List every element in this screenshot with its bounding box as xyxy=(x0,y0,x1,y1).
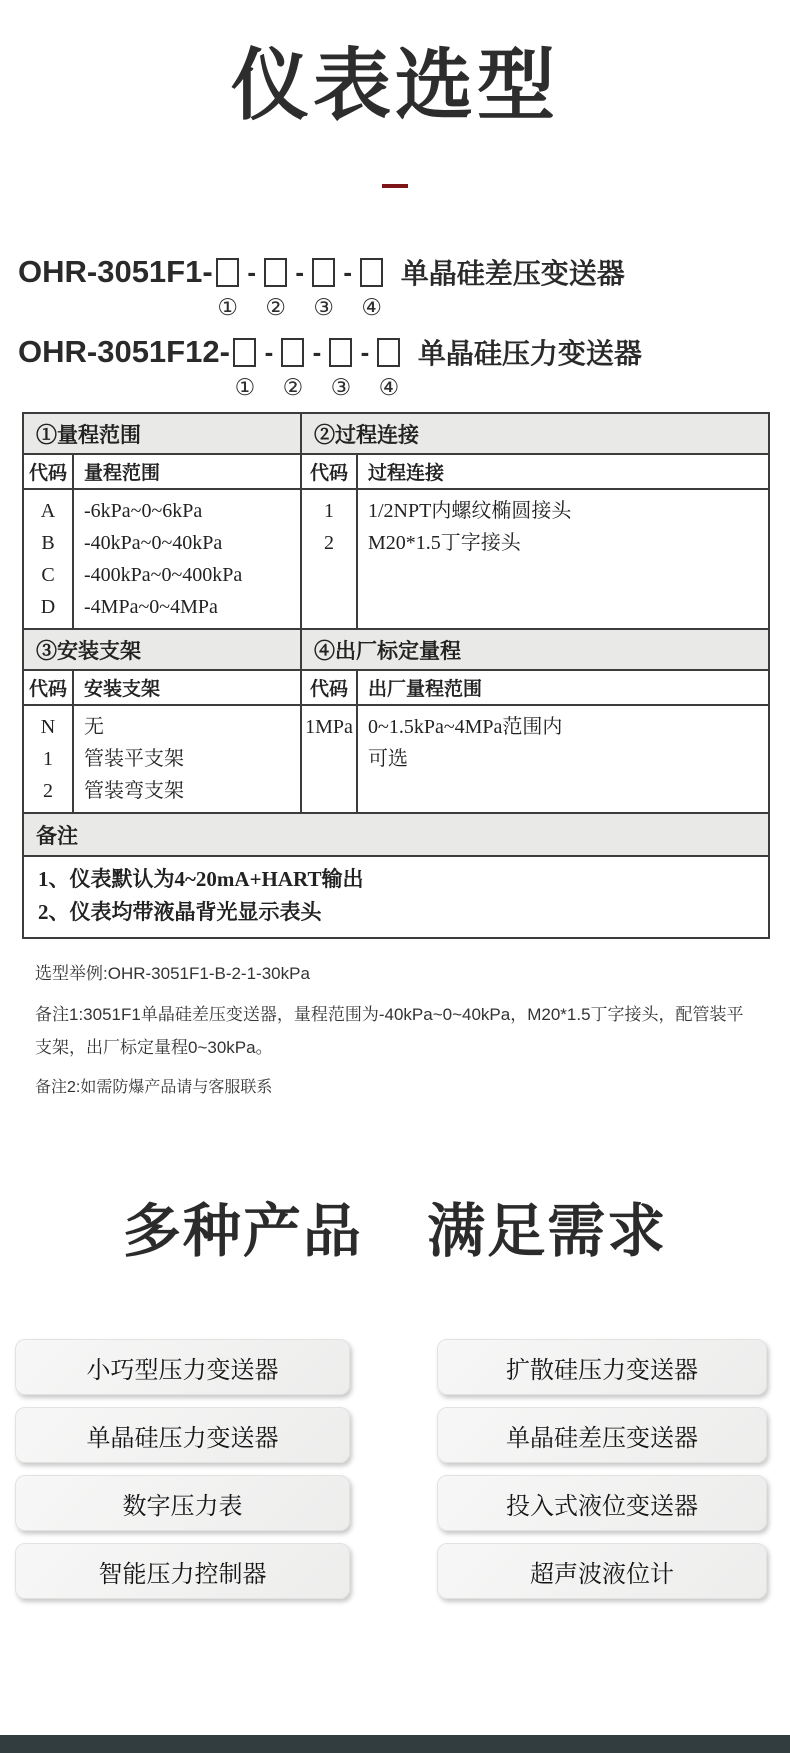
position-number-4: ④ xyxy=(378,375,400,400)
dash-separator: - xyxy=(264,336,274,367)
code-column-header: 代码 xyxy=(301,454,357,489)
notes-header-row xyxy=(23,813,769,856)
section-title-range: ①量程范围 xyxy=(23,413,301,454)
section-header-row-1 xyxy=(23,413,769,454)
model-position-row xyxy=(18,294,790,322)
bracket-code: 1 xyxy=(43,748,53,770)
section-header-row-2 xyxy=(23,629,769,670)
range-value: -400kPa~0~400kPa xyxy=(84,564,243,586)
connection-code: 2 xyxy=(324,532,334,554)
model-suffix: 单晶硅压力变送器 xyxy=(417,338,642,369)
range-code: D xyxy=(40,596,56,618)
code-box xyxy=(216,258,239,287)
notes-title: 备注 xyxy=(23,813,769,856)
remark-2: 备注2:如需防爆产品请与客服联系 xyxy=(35,1079,273,1096)
notes-content-cell xyxy=(23,856,769,938)
product-button-smart-pressure-controller[interactable]: 智能压力控制器 xyxy=(15,1543,350,1599)
connection-code: 1 xyxy=(324,500,334,522)
model-line-differential xyxy=(18,252,790,322)
code-box xyxy=(329,338,352,367)
position-number-1: ① xyxy=(217,295,238,320)
bracket-codes-cell xyxy=(23,705,73,813)
title-accent-divider xyxy=(382,184,408,188)
factory-range-column-header: 出厂量程范围 xyxy=(357,670,769,705)
sub-header-row-1 xyxy=(23,454,769,489)
section-title-process-connection: ②过程连接 xyxy=(301,413,769,454)
position-number-2: ② xyxy=(282,375,304,400)
products-heading-left: 多种产品 xyxy=(122,1199,363,1264)
position-number-4: ④ xyxy=(361,295,382,320)
dash-separator: - xyxy=(343,256,353,287)
product-button-monocrystalline-silicon-dp-transmitter[interactable]: 单晶硅差压变送器 xyxy=(437,1407,767,1463)
code-column-header: 代码 xyxy=(301,670,357,705)
connection-column-header: 过程连接 xyxy=(357,454,769,489)
code-box xyxy=(312,258,335,287)
connection-codes-cell xyxy=(301,489,357,629)
bracket-value: 管装平支架 xyxy=(84,748,184,770)
sub-header-row-2 xyxy=(23,670,769,705)
range-value: -4MPa~0~4MPa xyxy=(84,596,218,618)
data-region-1 xyxy=(23,489,769,629)
range-code: C xyxy=(41,564,55,586)
connection-values-cell xyxy=(357,489,769,629)
example-block xyxy=(35,959,745,1097)
bracket-column-header: 安装支架 xyxy=(73,670,301,705)
factory-range-value: 0~1.5kPa~4MPa范围内 xyxy=(368,716,563,738)
selection-example: 选型举例:OHR-3051F1-B-2-1-30kPa xyxy=(35,964,310,983)
model-prefix: OHR-3051F12- xyxy=(18,334,230,369)
position-number-2: ② xyxy=(265,295,286,320)
dash-separator: - xyxy=(247,256,257,287)
position-number-3: ③ xyxy=(330,375,352,400)
dash-separator: - xyxy=(312,336,322,367)
footer-bar xyxy=(0,1735,790,1753)
model-code-row xyxy=(18,252,790,292)
bracket-value: 无 xyxy=(84,716,104,738)
note-line: 1、仪表默认为4~20mA+HART输出 xyxy=(38,867,364,891)
model-code-row xyxy=(18,332,790,372)
code-column-header: 代码 xyxy=(23,670,73,705)
section-title-calibrated-range: ④出厂标定量程 xyxy=(301,629,769,670)
factory-range-code: 1MPa xyxy=(305,716,353,738)
products-heading xyxy=(0,1197,790,1267)
factory-range-code-cell xyxy=(301,705,357,813)
product-button-monocrystalline-silicon-pressure-transmitter[interactable]: 单晶硅压力变送器 xyxy=(15,1407,350,1463)
product-button-ultrasonic-level-meter[interactable]: 超声波液位计 xyxy=(437,1543,767,1599)
product-button-submersible-level-transmitter[interactable]: 投入式液位变送器 xyxy=(437,1475,767,1531)
range-code: B xyxy=(41,532,55,554)
range-value: -40kPa~0~40kPa xyxy=(84,532,223,554)
factory-range-value: 可选 xyxy=(368,748,408,770)
note-line: 2、仪表均带液晶背光显示表头 xyxy=(38,900,322,924)
product-grid xyxy=(15,1339,790,1599)
code-column-header: 代码 xyxy=(23,454,73,489)
range-value: -6kPa~0~6kPa xyxy=(84,500,203,522)
range-codes-cell xyxy=(23,489,73,629)
notes-body-row xyxy=(23,856,769,938)
code-box xyxy=(281,338,304,367)
product-button-compact-pressure-transmitter[interactable]: 小巧型压力变送器 xyxy=(15,1339,350,1395)
code-box xyxy=(377,338,400,367)
model-prefix: OHR-3051F1- xyxy=(18,254,213,289)
data-region-2 xyxy=(23,705,769,813)
bracket-code: N xyxy=(40,716,56,738)
model-position-row xyxy=(18,374,790,402)
code-box xyxy=(360,258,383,287)
page-title: 仪表选型 xyxy=(230,41,559,129)
range-values-cell xyxy=(73,489,301,629)
selection-table xyxy=(22,412,770,939)
bracket-value: 管装弯支架 xyxy=(84,780,184,802)
range-code: A xyxy=(40,500,56,522)
connection-value: 1/2NPT内螺纹椭圆接头 xyxy=(368,500,572,522)
range-column-header: 量程范围 xyxy=(73,454,301,489)
model-suffix: 单晶硅差压变送器 xyxy=(400,258,625,289)
position-number-3: ③ xyxy=(313,295,334,320)
factory-range-values-cell xyxy=(357,705,769,813)
product-button-digital-pressure-gauge[interactable]: 数字压力表 xyxy=(15,1475,350,1531)
dash-separator: - xyxy=(360,336,370,367)
bracket-values-cell xyxy=(73,705,301,813)
dash-separator: - xyxy=(295,256,305,287)
code-box xyxy=(264,258,287,287)
connection-value: M20*1.5丁字接头 xyxy=(368,532,521,554)
model-line-pressure xyxy=(18,332,790,402)
product-button-diffused-silicon-pressure-transmitter[interactable]: 扩散硅压力变送器 xyxy=(437,1339,767,1395)
position-number-1: ① xyxy=(234,375,256,400)
code-box xyxy=(233,338,256,367)
remark-1: 备注1:3051F1单晶硅差压变送器，量程范围为-40kPa~0~40kPa，M20*1.5丁字接头，配管装平支架，出厂标定量程0~30kPa。 xyxy=(35,1005,744,1057)
bracket-code: 2 xyxy=(43,780,53,802)
products-heading-right: 满足需求 xyxy=(427,1199,668,1264)
model-code-section xyxy=(18,252,790,402)
section-title-bracket: ③安装支架 xyxy=(23,629,301,670)
